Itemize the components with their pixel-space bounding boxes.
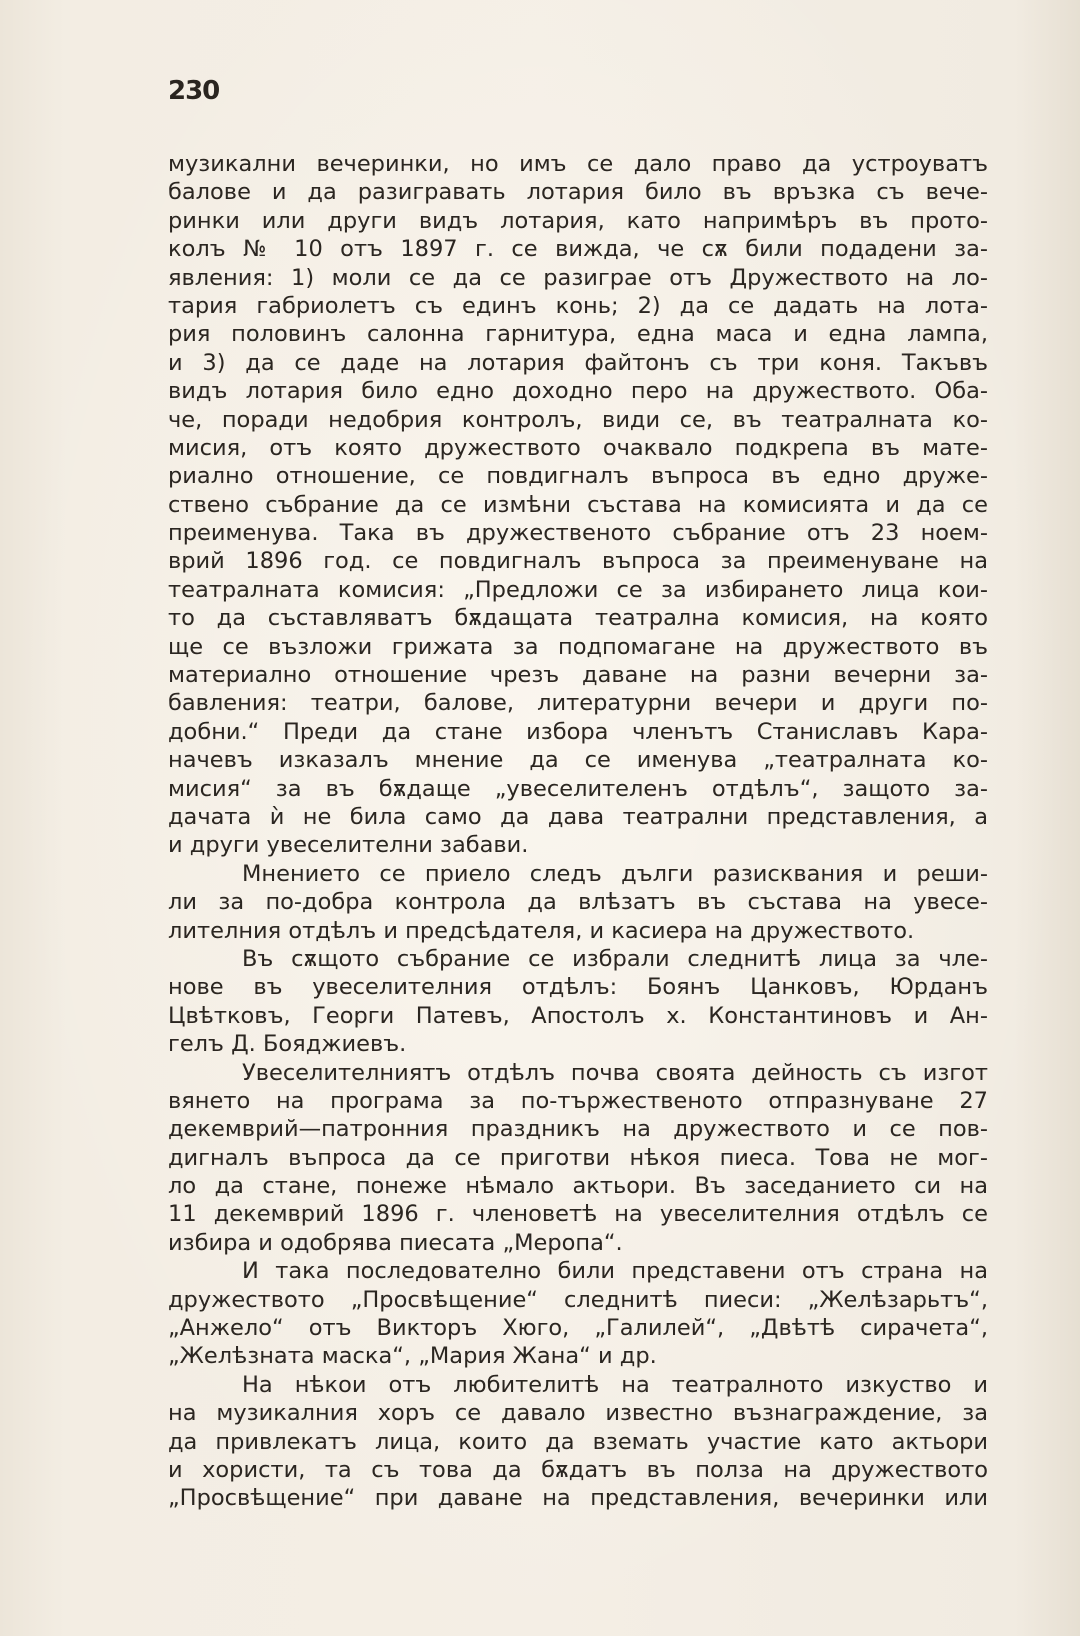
- text-line: На нѣкои отъ любителитѣ на театралното изкуство и: [242, 1371, 988, 1398]
- text-line: и хористи, та съ това да бѫдатъ въ полза на дружеството: [168, 1456, 988, 1483]
- text-line: материално отношение чрезъ даване на разни вечерни за-: [168, 662, 988, 689]
- text-line: то да съставляватъ бѫдащата театрална комисия, на която: [168, 605, 988, 632]
- text-line: „Анжело“ отъ Викторъ Хюго, „Галилей“, „Двѣтѣ сирачета“,: [168, 1315, 988, 1342]
- text-line: явления: 1) моли се да се разиграе отъ Дружеството на ло-: [168, 264, 988, 291]
- text-line: ло да стане, понеже нѣмало актьори. Въ заседанието си на: [168, 1173, 988, 1200]
- text-line: И така последователно били представени отъ страна на: [242, 1258, 988, 1285]
- text-line: 11 декемврий 1896 г. членоветѣ на увеселителния отдѣлъ се: [168, 1201, 988, 1228]
- text-line: Увеселителниятъ отдѣлъ почва своята дейность съ изгот: [242, 1059, 988, 1086]
- paragraph: [168, 1257, 988, 1371]
- text-line: дигналъ въпроса да се приготви нѣкоя пиеса. Това не мог-: [168, 1144, 988, 1171]
- text-line: балове и да разигравать лотария било въ връзка съ вече-: [168, 179, 988, 206]
- text-line: музикални вечеринки, но имъ се дало право да устроyватъ: [168, 151, 988, 177]
- text-line: и други увеселителни забави.: [168, 832, 529, 859]
- page-number: 230: [168, 76, 220, 106]
- text-line: видъ лотария било едно доходно перо на дружеството. Оба-: [168, 378, 988, 405]
- text-line: тария габриолетъ съ единъ конь; 2) да се дадать на лота-: [168, 292, 988, 319]
- text-line: ли за по-добра контрола да влѣзатъ въ състава на увесе-: [168, 889, 988, 916]
- text-line: ще се възложи грижата за подпомагане на дружеството въ: [168, 633, 988, 660]
- text-line: ринки или други видъ лотария, като напримѣръ въ прото-: [168, 207, 988, 234]
- text-line: начевъ изказалъ мнение да се именува „театралната ко-: [168, 747, 988, 774]
- text-line: Цвѣтковъ, Георги Патевъ, Апостолъ х. Константиновъ и Ан-: [168, 1002, 988, 1029]
- text-line: „Желѣзната маска“, „Мария Жана“ и др.: [168, 1343, 657, 1370]
- text-line: гелъ Д. Бояджиевъ.: [168, 1031, 407, 1058]
- text-line: риално отношение, се повдигналъ въпроса въ едно друже-: [168, 463, 988, 490]
- text-line: на музикалния хоръ се давало известно възнаграждение, за: [168, 1400, 988, 1427]
- text-line: „Просвѣщение“ при даване на представления, вечеринки или: [168, 1485, 988, 1512]
- paragraph: [168, 1059, 988, 1258]
- text-line: мисия“ за въ бѫдаще „увеселителенъ отдѣлъ“, защото за-: [168, 775, 988, 802]
- text-line: врий 1896 год. се повдигналъ въпроса за преименуване на: [168, 548, 988, 575]
- text-line: и 3) да се даде на лотария файтонъ съ три коня. Такъвъ: [168, 349, 988, 376]
- text-line: че, поради недобрия контролъ, види се, въ театралната ко-: [168, 406, 988, 433]
- text-line: мисия, отъ която дружеството очаквало подкрепа въ мате-: [168, 434, 988, 461]
- text-line: Въ сѫщото събрание се избрали следнитѣ лица за чле-: [242, 945, 988, 972]
- text-line: дружеството „Просвѣщение“ следнитѣ пиеси: „Желѣзарьтъ“,: [168, 1286, 988, 1313]
- text-line: колъ № 10 отъ 1897 г. се вижда, че сѫ били подадени за-: [168, 236, 988, 263]
- text-line: дачата ѝ не била само да дава театрални представления, а: [168, 803, 988, 830]
- text-line: рия половинъ салонна гарнитура, една маса и една лампа,: [168, 321, 988, 348]
- text-line: избира и одобрява пиесата „Меропа“.: [168, 1229, 623, 1256]
- paragraph: [168, 860, 988, 945]
- body-text: [168, 150, 988, 1513]
- text-line: Мнението се приело следъ дълги разисквания и реши-: [242, 860, 988, 887]
- paragraph: [168, 150, 988, 860]
- text-line: бавления: театри, балове, литературни вечери и други по-: [168, 690, 988, 717]
- text-line: вянето на програма за по-тържественото отпразнуване 27: [168, 1087, 988, 1114]
- text-line: да привлекатъ лица, които да вземать участие като актьори: [168, 1428, 988, 1455]
- text-line: нове въ увеселителния отдѣлъ: Боянъ Цанковъ, Юрданъ: [168, 974, 988, 1001]
- text-line: преименува. Така въ дружественото събрание отъ 23 ноем-: [168, 520, 988, 547]
- text-line: ствено събрание да се измѣни състава на комисията и да се: [168, 491, 988, 518]
- text-line: декемврий—патронния праздникъ на дружеството и се пов-: [168, 1116, 988, 1143]
- text-line: театралната комисия: „Предложи се за избирането лица кои-: [168, 576, 988, 603]
- paragraph: [168, 945, 988, 1059]
- paragraph: [168, 1371, 988, 1513]
- text-line: лителния отдѣлъ и предсѣдателя, и касиера на дружеството.: [168, 917, 915, 944]
- text-line: добни.“ Преди да стане избора членътъ Станиславъ Кара-: [168, 718, 988, 745]
